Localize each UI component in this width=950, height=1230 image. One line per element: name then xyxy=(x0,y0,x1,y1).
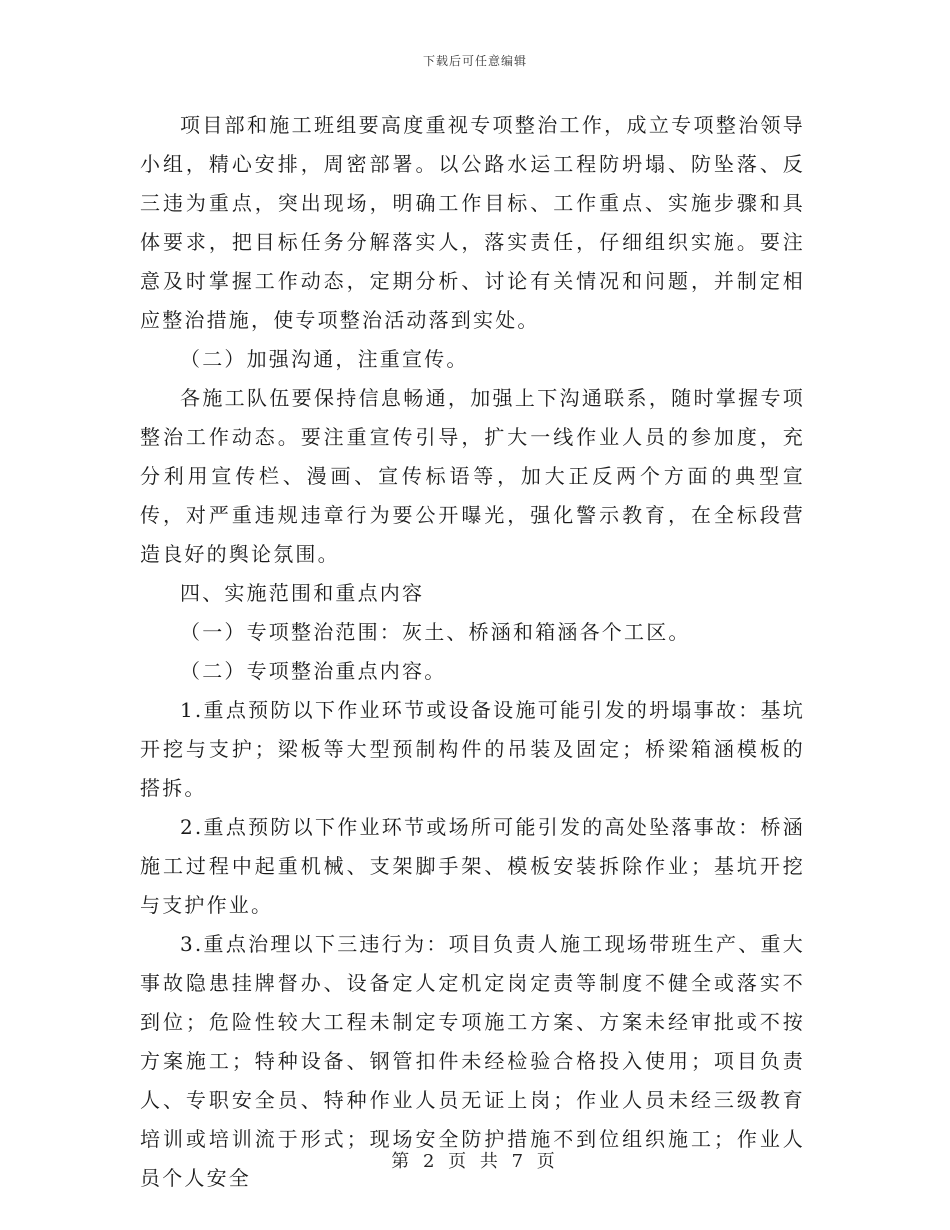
page-number-footer: 第 2 页 共 7 页 xyxy=(391,1151,559,1172)
paragraph-project-department: 项目部和施工班组要高度重视专项整治工作，成立专项整治领导小组，精心安排，周密部署。以公路水运工程防坍塌、防坠落、反三违为重点，突出现场，明确工作目标、工作重点、实施步骤和具体要求，把目标任务分解落实人，落实责任，仔细组织实施。要注意及时掌握工作动态，定期分析、讨论有关情况和问题，并制定相应整治措施，使专项整治活动落到实处。 xyxy=(140,113,805,332)
item-fall-prevention: 2.重点预防以下作业环节或场所可能引发的高处坠落事故：桥涵施工过程中起重机械、支架脚手架、模板安装拆除作业；基坑开挖与支护作业。 xyxy=(140,815,805,917)
item-violation-control: 3.重点治理以下三违行为：项目负责人施工现场带班生产、重大事故隐患挂牌督办、设备定人定机定岗定责等制度不健全或落实不到位；危险性较大工程未制定专项施工方案、方案未经审批或不按方案施工；特种设备、钢管扣件未经检验合格投入使用；项目负责人、专职安全员、特种作业人员无证上岗；作业人员未经三级教育培训或培训流于形式；现场安全防护措施不到位组织施工；作业人员个人安全 xyxy=(140,932,805,1190)
heading-communication: （二）加强沟通，注重宣传。 xyxy=(180,347,469,371)
section-heading-scope: 四、实施范围和重点内容 xyxy=(180,581,425,605)
paragraph-communication: 各施工队伍要保持信息畅通，加强上下沟通联系，随时掌握专项整治工作动态。要注重宣传引导，扩大一线作业人员的参加度，充分利用宣传栏、漫画、宣传标语等，加大正反两个方面的典型宣传，对严重违规违章行为要公开曝光，强化警示教育，在全标段营造良好的舆论氛围。 xyxy=(140,386,805,566)
heading-scope: （一）专项整治范围：灰土、桥涵和箱涵各个工区。 xyxy=(180,620,691,644)
document-body xyxy=(140,106,805,1198)
item-collapse-prevention: 1.重点预防以下作业环节或设备设施可能引发的坍塌事故：基坑开挖与支护；梁板等大型预制构件的吊装及固定；桥梁箱涵模板的搭拆。 xyxy=(140,698,805,800)
heading-key-content: （二）专项整治重点内容。 xyxy=(180,659,447,683)
page-header-note: 下载后可任意编辑 xyxy=(422,54,527,68)
